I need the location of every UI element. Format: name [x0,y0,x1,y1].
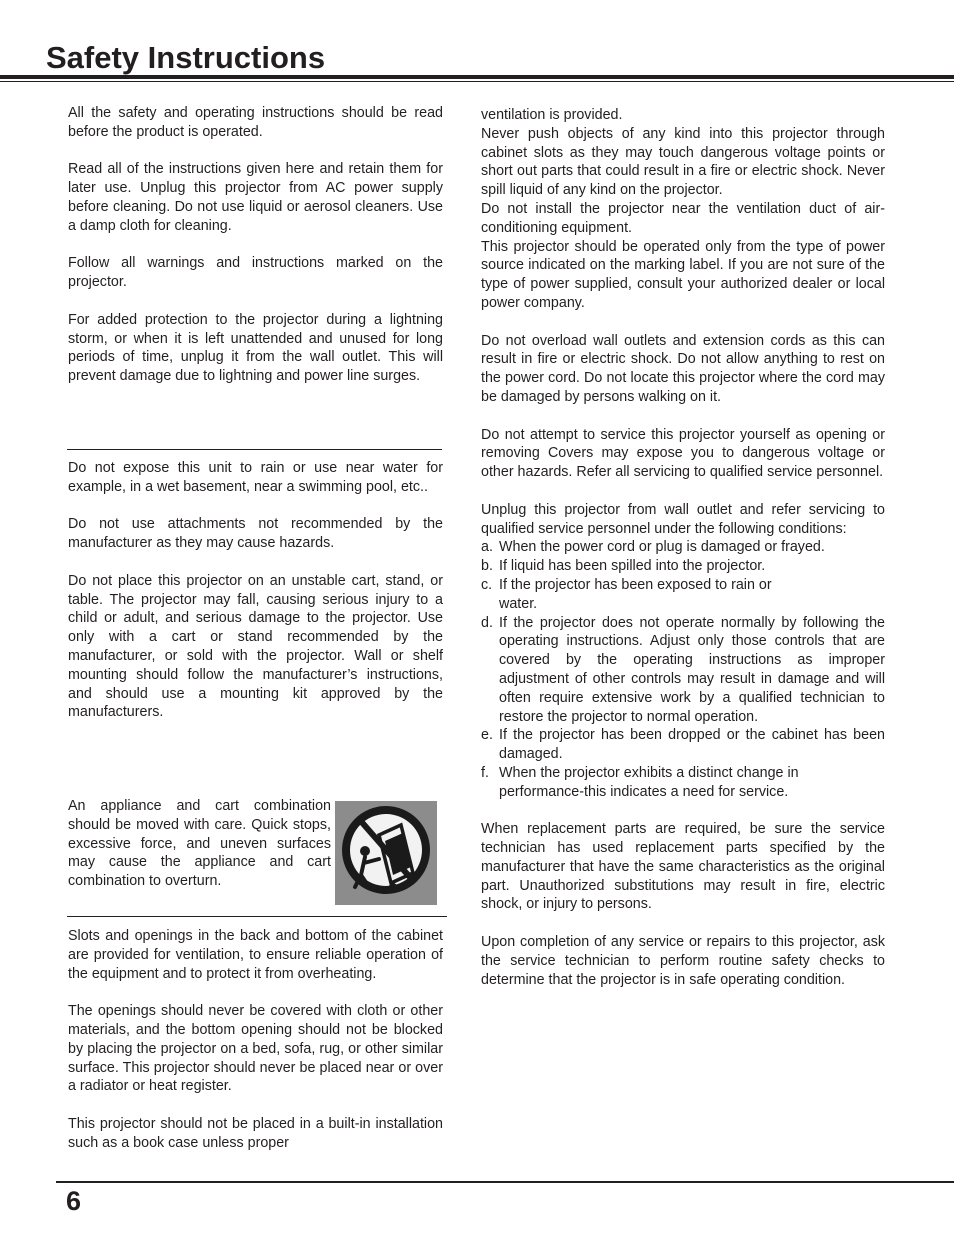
list-item-text: When the projector exhibits a distinct change in performance-this indicates a need for service. [499,764,799,800]
list-item-label: b. [481,558,493,575]
list-item-text: If the projector does not operate normally by following the operating instructions. Adjust only those controls that are covered by the operating instructions as improper adjustment of other controls may result in damage and will often require extensive work by a qualified technician to restore the projector to normal operation. [499,614,885,725]
paragraph: Follow all warnings and instructions marked on the projector. [68,255,443,291]
paragraph: Read all of the instructions given here and retain them for later use. Unplug this projector from AC power supply before cleaning. Do not use liquid or aerosol cleaners. Use a damp cloth for cleaning. [68,161,443,234]
paragraph: Do not expose this unit to rain or use near water for example, in a wet basement, near a swimming pool, etc.. [68,460,443,495]
left-column-top [68,104,443,386]
paragraph: The openings should never be covered with cloth or other materials, and the bottom opening should not be blocked by placing the projector on a bed, sofa, rug, or other similar surface. This projector should never be placed near or over a radiator or heat register. [68,1003,443,1095]
section-divider [67,916,447,917]
list-item-text: If the projector has been exposed to rain or water. [499,576,772,612]
list-item [481,538,885,557]
paragraph: Do not place this projector on an unstable cart, stand, or table. The projector may fall, causing serious injury to a child or adult, and serious damage to the projector. Use only with a cart or stand recommended by the manufacturer, or sold with the projector. Wall or shelf mounting should follow the manufacturer’s instructions, and should use a mounting kit approved by the manufacturers. [68,572,443,721]
paragraph: For added protection to the projector during a lightning storm, or when it is left unattended and unused for long periods of time, unplug it from the wall outlet. This will prevent damage due to lightning and power line surges. [68,311,443,385]
page-number: 6 [66,1186,82,1216]
right-column [481,106,885,989]
list-item [481,557,885,576]
paragraph: Do not use attachments not recommended by the manufacturer as they may cause hazards. [68,516,443,552]
list-item-label: f. [481,764,489,781]
paragraph: Unplug this projector from wall outlet and refer servicing to qualified service personnel under the following conditions: [481,501,885,537]
paragraph: When replacement parts are required, be sure the service technician has used replacement parts specified by the manufacturer that have the same characteristics as the original part. Unauthorized substitutions may result in fire, electric shock, or injury to persons. [481,821,885,913]
list-item [481,764,885,802]
list-item [481,576,885,614]
paragraph: Do not overload wall outlets and extension cords as this can result in fire or electric shock. Do not allow anything to rest on the power cord. Do not locate this projector where the cord may be damaged by persons walking on it. [481,332,885,405]
left-column-bottom [68,927,443,1153]
header-rule-thin [0,81,954,82]
paragraph: This projector should not be placed in a built-in installation such as a book case unless proper [68,1115,443,1151]
cart-tip-over-warning-icon [335,801,437,905]
list-item-label: c. [481,576,493,593]
list-item-text: If liquid has been spilled into the projector. [499,558,766,575]
list-item-text: If the projector has been dropped or the cabinet has been damaged. [499,727,885,763]
cart-warning-text: An appliance and cart combination should be moved with care. Quick stops, excessive force, and uneven surfaces may cause the appliance and cart combination to overturn. [68,798,331,890]
list-item [481,614,885,727]
paragraph: Upon completion of any service or repairs to this projector, ask the service technician to perform routine safety checks to determine that the projector is in safe operating condition. [481,934,885,988]
paragraph: Do not attempt to service this projector yourself as opening or removing Covers may expose you to dangerous voltage or other hazards. Refer all servicing to qualified service personnel. [481,426,885,481]
paragraph: Never push objects of any kind into this projector through cabinet slots as they may touch dangerous voltage points or short out parts that could result in a fire or electric shock. Never spill liquid of any kind on the projector. [481,125,885,199]
paragraph: This projector should be operated only from the type of power source indicated on the marking label. If you are not sure of the type of power supplied, consult your authorized dealer or local power company. [481,238,885,311]
list-item-label: d. [481,614,493,631]
page-title: Safety Instructions [46,40,326,75]
list-item-label: a. [481,539,493,556]
footer-rule [56,1181,954,1183]
left-column-middle [68,459,443,722]
paragraph: Do not install the projector near the ventilation duct of air-conditioning equipment. [481,200,885,236]
paragraph: All the safety and operating instructions should be read before the product is operated. [68,105,443,140]
paragraph: ventilation is provided. [481,107,623,123]
header-rule-thick [0,75,954,79]
paragraph: Slots and openings in the back and bottom of the cabinet are provided for ventilation, to ensure reliable operation of the equipment and to protect it from overheating. [68,928,443,982]
section-divider [67,449,442,450]
list-item [481,726,885,764]
list-item-label: e. [481,727,493,744]
list-item-text: When the power cord or plug is damaged or frayed. [499,539,825,556]
